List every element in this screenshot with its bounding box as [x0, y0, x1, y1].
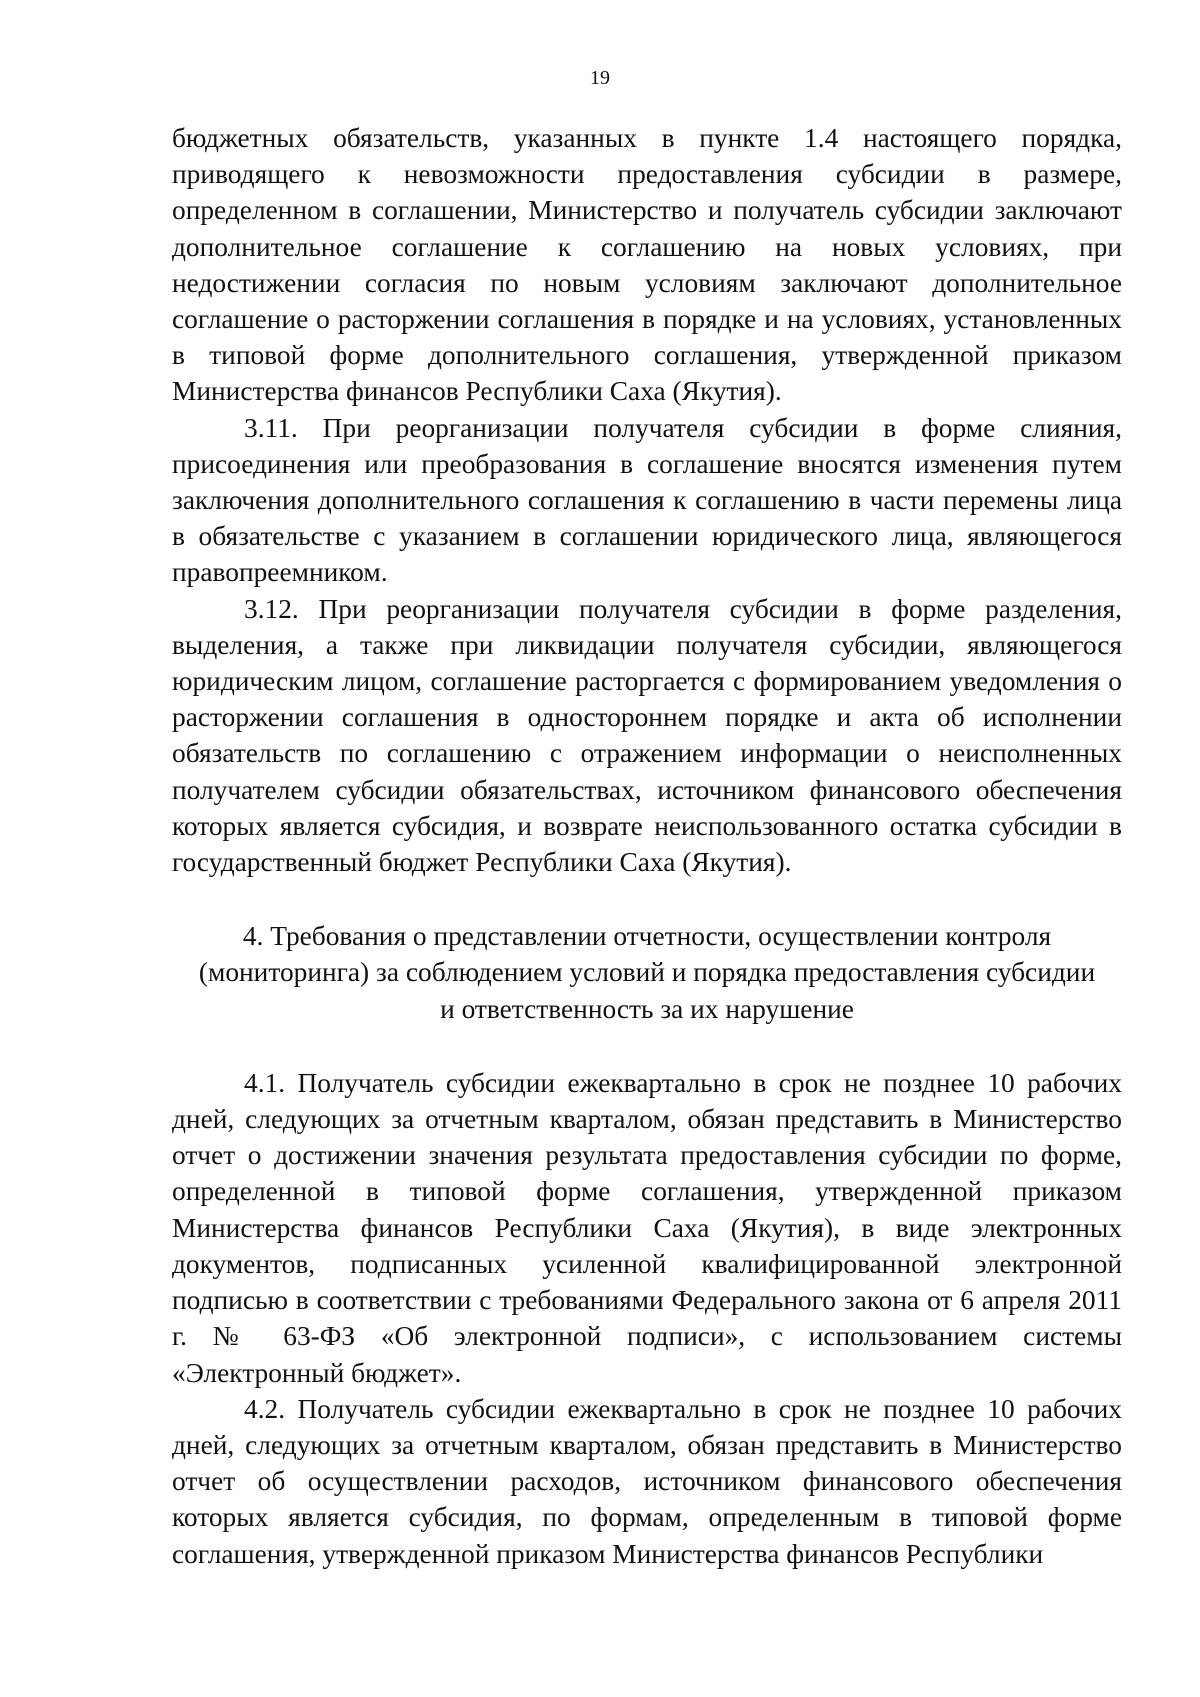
section-4-heading-line-3: и ответственность за их нарушение: [440, 993, 854, 1024]
paragraph-4-1: 4.1. Получатель субсидии ежеквартально в срок не позднее 10 рабочих дней, следующих за отчетным кварталом, обязан представить в Министерство отчет о достижении значения результата предоставления субсидии по форме, определенной в типовой форме соглашения, утвержденной приказом Министерства финансов Республики Саха (Якутия), в виде электронных документов, подписанных усиленной квалифицированной электронной подписью в соответствии с требованиями Федерального закона от 6 апреля 2011 г. № 63-ФЗ «Об электронной подписи», с использованием системы «Электронный бюджет».: [172, 1067, 1122, 1388]
section-4-heading-line-1: 4. Требования о представлении отчетности, осуществлении контроля: [242, 921, 1052, 952]
paragraph-4-2: 4.2. Получатель субсидии ежеквартально в срок не позднее 10 рабочих дней, следующих за отчетным кварталом, обязан представить в Министерство отчет об осуществлении расходов, источником финансового обеспечения которых является субсидия, по формам, определенным в типовой форме соглашения, утвержденной приказом Министерства финансов Республики: [172, 1393, 1122, 1569]
paragraph-continuation: бюджетных обязательств, указанных в пункте 1.4 настоящего порядка, приводящего к невозможности предоставления субсидии в размере, определенном в соглашении, Министерство и получатель субсидии заключают дополнительное соглашение к соглашению на новых условиях, при недостижении согласия по новым условиям заключают дополнительное соглашение о расторжении соглашения в порядке и на условиях, установленных в типовой форме дополнительного соглашения, утвержденной приказом Министерства финансов Республики Саха (Якутия).: [172, 123, 1122, 407]
paragraph-3-11: 3.11. При реорганизации получателя субсидии в форме слияния, присоединения или преобразования в соглашение вносятся изменения путем заключения дополнительного соглашения к соглашению в части перемены лица в обязательстве с указанием в соглашении юридического лица, являющегося правопреемником.: [172, 412, 1122, 588]
section-4-heading-line-2: (мониторинга) за соблюдением условий и порядка предоставления субсидии: [198, 957, 1096, 988]
section-4-heading: [172, 918, 1122, 1027]
document-body: [172, 120, 1122, 1572]
page-number: 19: [590, 67, 610, 89]
paragraph-3-12: 3.12. При реорганизации получателя субсидии в форме разделения, выделения, а также при ликвидации получателя субсидии, являющегося юридическим лицом, соглашение расторгается с формированием уведомления о расторжении соглашения в одностороннем порядке и акта об исполнении обязательств по соглашению с отражением информации о неисполненных получателем субсидии обязательствах, источником финансового обеспечения которых является субсидия, и возврате неиспользованного остатка субсидии в государственный бюджет Республики Саха (Якутия).: [172, 593, 1122, 878]
